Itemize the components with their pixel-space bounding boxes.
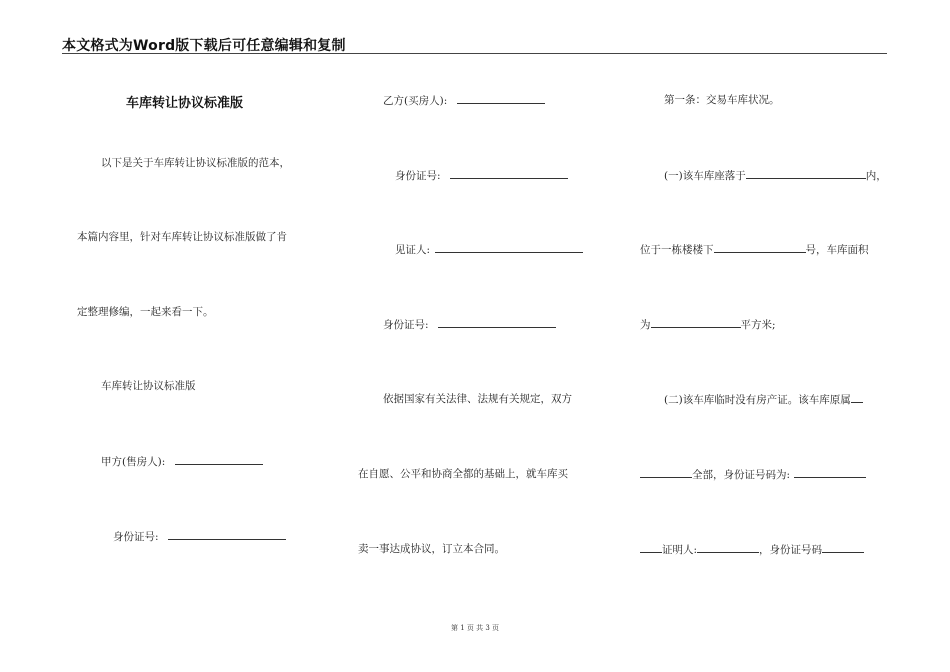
item-1-line (664, 168, 887, 183)
item-2c-mid1: 证明人: (662, 544, 698, 556)
witness-blank (435, 242, 583, 253)
item-2c-line (640, 542, 864, 557)
number-blank (714, 242, 806, 253)
item-1b-prefix: 位于一栋楼楼下 (640, 244, 714, 256)
party-a-label: 甲方(售房人): (101, 456, 166, 468)
witness-id-label: 身份证号: (383, 319, 429, 331)
area-blank (651, 317, 741, 328)
document-title: 车库转让协议标准版 (126, 96, 244, 111)
intro-line-1: 以下是关于车库转让协议标准版的范本， (101, 157, 290, 169)
item-1-prefix: (一)该车库座落于 (664, 170, 746, 182)
certifier-blank (697, 542, 759, 553)
basis-line-2: 在自愿、公平和协商全都的基础上，就车库买 (358, 468, 568, 480)
intro-line-3: 定整理修编，一起来看一下。 (77, 306, 214, 318)
party-a-id-blank (168, 529, 286, 540)
item-1c-suffix: 平方米; (740, 319, 776, 331)
party-b-field (383, 93, 545, 108)
item-2-line (664, 392, 863, 407)
article-1-heading: 第一条：交易车库状况。 (664, 94, 780, 106)
item-2b-line (640, 467, 866, 482)
witness-id-blank (438, 317, 556, 328)
basis-line-3: 卖一事达成协议，订立本合同。 (358, 543, 505, 555)
certifier-id-blank (822, 542, 864, 553)
party-a-id-field (113, 529, 286, 544)
party-b-id-blank (450, 168, 568, 179)
item-2-prefix: (二)该车库临时没有房产证。该车库原属 (664, 394, 851, 406)
item-1c-line (640, 317, 776, 332)
item-1b-suffix: 号，车库面积 (805, 244, 869, 256)
header-title: 本文格式为Word版下载后可任意编辑和复制 (62, 38, 346, 54)
item-1c-prefix: 为 (640, 319, 651, 331)
party-a-blank (175, 454, 263, 465)
intro-line-2: 本篇内容里，针对车库转让协议标准版做了肯 (77, 231, 287, 243)
owner-blank (851, 392, 863, 403)
page-footer: 第 1 页 共 3 页 (450, 624, 500, 632)
witness-label: 见证人: (395, 244, 431, 256)
witness-id-field (383, 317, 556, 332)
witness-field (395, 242, 583, 257)
agreement-subtitle: 车库转让协议标准版 (101, 380, 196, 392)
party-a-id-label: 身份证号: (113, 531, 159, 543)
item-2c-mid2: ，身份证号码 (759, 544, 823, 556)
party-b-blank (457, 93, 545, 104)
basis-line-1: 依据国家有关法律、法规有关规定，双方 (383, 393, 572, 405)
header-divider (62, 53, 887, 54)
item-1-suffix: 内， (865, 170, 887, 182)
item-2b-mid: 全部，身份证号码为: (692, 469, 791, 481)
owner-name-blank (640, 467, 692, 478)
party-b-label: 乙方(买房人): (383, 95, 448, 107)
prefix-blank (640, 542, 662, 553)
party-b-id-field (395, 168, 568, 183)
item-1b-line (640, 242, 869, 257)
party-a-field (101, 454, 263, 469)
party-b-id-label: 身份证号: (395, 170, 441, 182)
owner-id-blank (794, 467, 866, 478)
location-blank (746, 168, 866, 179)
